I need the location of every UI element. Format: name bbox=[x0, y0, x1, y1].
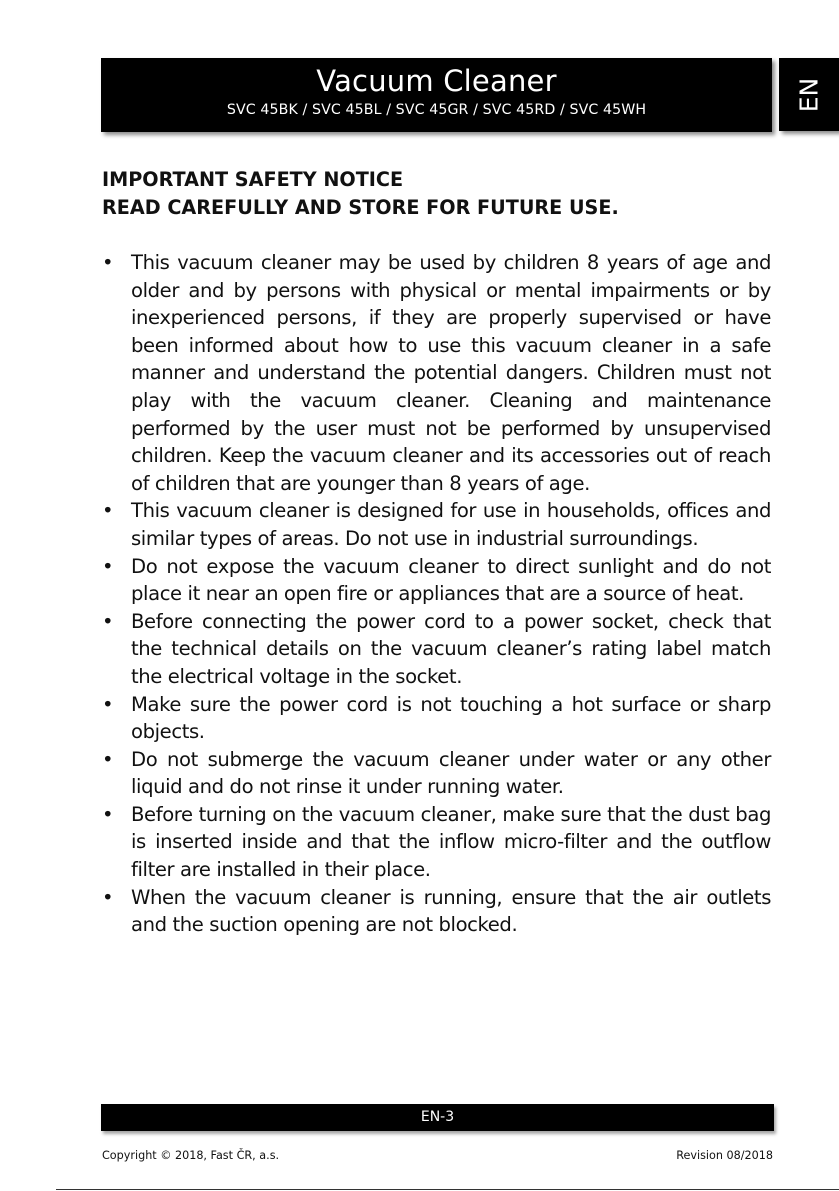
list-item bbox=[102, 691, 771, 746]
header-banner bbox=[101, 58, 772, 132]
language-tab bbox=[779, 58, 839, 131]
copyright-notice: Copyright © 2018, Fast ČR, a.s. bbox=[102, 1149, 280, 1162]
revision-label: Revision 08/2018 bbox=[676, 1149, 773, 1162]
bullet-icon: • bbox=[102, 251, 114, 274]
page-number: EN-3 bbox=[420, 1109, 455, 1125]
language-label: EN bbox=[794, 77, 824, 112]
list-item bbox=[102, 746, 771, 801]
list-item-text: When the vacuum cleaner is running, ensure that the air outlets and the suction opening are not blocked. bbox=[131, 885, 771, 937]
page-number-bar bbox=[101, 1104, 774, 1131]
list-item-text: Make sure the power cord is not touching a hot surface or sharp objects. bbox=[131, 692, 771, 744]
list-item bbox=[102, 801, 771, 884]
bullet-icon: • bbox=[102, 692, 114, 716]
safety-notice-heading bbox=[102, 166, 782, 222]
safety-notice-line-2: READ CAREFULLY AND STORE FOR FUTURE USE. bbox=[102, 196, 619, 219]
list-item bbox=[102, 884, 771, 939]
bullet-icon: • bbox=[102, 499, 114, 523]
safety-instructions-list bbox=[102, 249, 771, 939]
list-item bbox=[102, 249, 771, 497]
safety-notice-line-1: IMPORTANT SAFETY NOTICE bbox=[102, 168, 404, 191]
bullet-icon: • bbox=[102, 747, 114, 771]
list-item-text: Before turning on the vacuum cleaner, make sure that the dust bag is inserted inside and that the inflow micro-filter and the outflow filter are installed in their place. bbox=[131, 802, 771, 882]
bullet-icon: • bbox=[102, 885, 114, 909]
list-item-text: This vacuum cleaner is designed for use in households, offices and similar types of areas. Do not use in industrial surroundings. bbox=[131, 499, 771, 550]
bottom-divider bbox=[56, 1189, 839, 1190]
list-item-text: Do not expose the vacuum cleaner to direct sunlight and do not place it near an open fire or appliances that are a source of heat. bbox=[131, 554, 771, 606]
list-item-text: Do not submerge the vacuum cleaner under water or any other liquid and do not rinse it under running water. bbox=[131, 747, 771, 799]
bullet-icon: • bbox=[102, 609, 114, 633]
bullet-icon: • bbox=[102, 554, 114, 578]
model-list: SVC 45BK / SVC 45BL / SVC 45GR / SVC 45RD / SVC 45WH bbox=[226, 102, 647, 118]
list-item-text: Before connecting the power cord to a power socket, check that the technical details on the vacuum cleaner’s rating label match the electrical voltage in the socket. bbox=[131, 609, 771, 688]
list-item-text: This vacuum cleaner may be used by children 8 years of age and older and by persons with physical or mental impairments or by inexperienced persons, if they are properly supervised or have been informed about how to use this vacuum cleaner in a safe manner and understand the potential dangers. Children must not play with the vacuum cleaner. Cleaning and maintenance performed by the user must not be performed by unsupervised children. Keep the vacuum cleaner and its accessories out of reach of children that are younger than 8 years of age. bbox=[131, 251, 771, 495]
document-title: Vacuum Cleaner bbox=[316, 64, 557, 98]
list-item bbox=[102, 553, 771, 608]
list-item bbox=[102, 497, 771, 552]
bullet-icon: • bbox=[102, 802, 114, 826]
list-item bbox=[102, 608, 771, 691]
